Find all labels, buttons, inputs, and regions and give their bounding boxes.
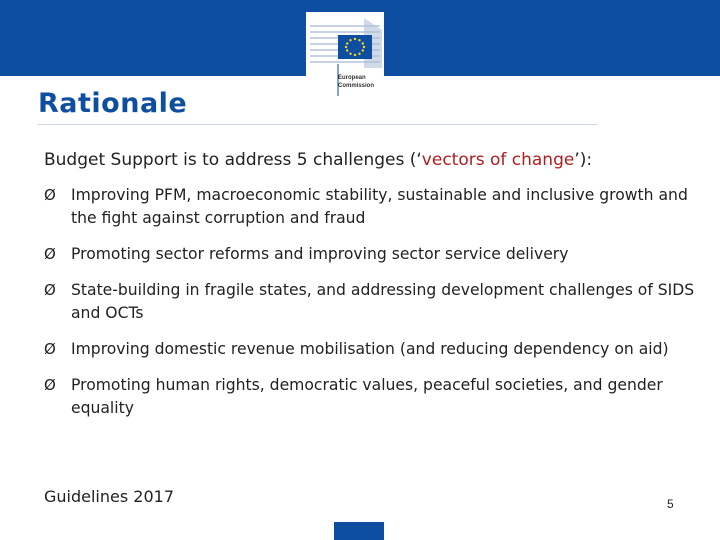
challenge-text: Promoting sector reforms and improving sector service delivery xyxy=(71,245,569,263)
challenge-item xyxy=(44,374,704,420)
footer-guidelines: Guidelines 2017 xyxy=(44,487,174,506)
logo-line-2: Commission xyxy=(338,83,375,89)
challenge-item xyxy=(44,279,704,325)
challenge-item xyxy=(44,184,704,230)
logo-wordmark xyxy=(338,74,384,90)
bullet-arrow-icon: Ø xyxy=(44,186,56,204)
intro-accent: vectors of change xyxy=(421,150,575,170)
bullet-arrow-icon: Ø xyxy=(44,376,56,394)
footer-tab xyxy=(334,522,384,540)
challenge-item xyxy=(44,338,704,361)
challenge-text: State-building in fragile states, and addressing development challenges of SIDS and OCTs xyxy=(71,281,695,322)
title-divider xyxy=(38,124,598,125)
intro-text xyxy=(44,149,694,171)
european-commission-logo xyxy=(306,12,384,98)
bullet-arrow-icon: Ø xyxy=(44,245,56,263)
challenge-list xyxy=(44,184,704,420)
challenge-text: Improving PFM, macroeconomic stability, sustainable and inclusive growth and the fight against corruption and fraud xyxy=(71,186,688,227)
slide-title: Rationale xyxy=(38,88,188,119)
intro-suffix: ’): xyxy=(574,150,593,170)
bullet-arrow-icon: Ø xyxy=(44,340,56,358)
challenge-text: Promoting human rights, democratic values, peaceful societies, and gender equality xyxy=(71,376,663,417)
challenge-item xyxy=(44,243,704,266)
logo-line-1: European xyxy=(338,75,366,81)
bullet-arrow-icon: Ø xyxy=(44,281,56,299)
intro-prefix: Budget Support is to address 5 challenges (‘ xyxy=(44,150,422,170)
challenge-text: Improving domestic revenue mobilisation (and reducing dependency on aid) xyxy=(71,340,669,358)
page-number: 5 xyxy=(667,497,674,511)
